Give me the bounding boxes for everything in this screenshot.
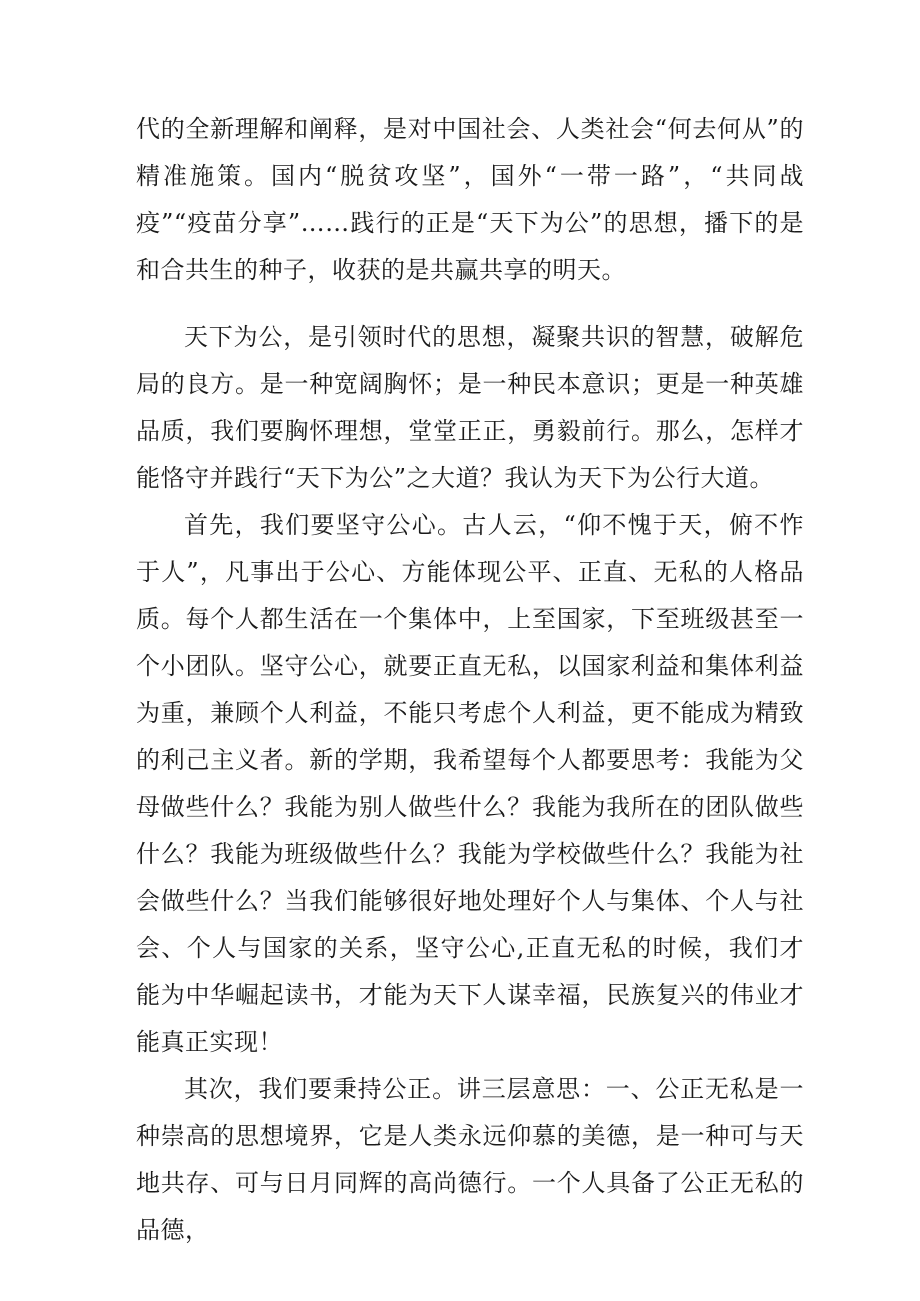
paragraph-tianxia-weigong: 天下为公，是引领时代的思想，凝聚共识的智慧，破解危局的良方。是一种宽阔胸怀；是一种民本意识；更是一种英雄品质，我们要胸怀理想，堂堂正正，勇毅前行。那么，怎样才能恪守并践行“天下为公”之大道？我认为天下为公行大道。 — [136, 323, 804, 492]
paragraph-continuation: 代的全新理解和阐释，是对中国社会、人类社会“何去何从”的精准施策。国内“脱贫攻坚”，国外“一带一路”，“共同战疫”“疫苗分享”……践行的正是“天下为公”的思想，播下的是和合共生的种子，收获的是共赢共享的明天。 — [136, 115, 804, 284]
paragraph-first-point: 首先，我们要坚守公心。古人云，“仰不愧于天，俯不怍于人”，凡事出于公心、方能体现公平、正直、无私的人格品质。每个人都生活在一个集体中，上至国家，下至班级甚至一个小团队。坚守公心，就要正直无私，以国家利益和集体利益为重，兼顾个人利益，不能只考虑个人利益，更不能成为精致的利己主义者。新的学期，我希望每个人都要思考：我能为父母做些什么？我能为别人做些什么？我能为我所在的团队做些什么？我能为班级做些什么？我能为学校做些什么？我能为社会做些什么？当我们能够很好地处理好个人与集体、个人与社会、个人与国家的关系，坚守公心,正直无私的时候，我们才能为中华崛起读书，才能为天下人谋幸福，民族复兴的伟业才能真正实现！ — [136, 511, 804, 1056]
paragraph-second-point: 其次，我们要秉持公正。讲三层意思：一、公正无私是一种崇高的思想境界，它是人类永远仰慕的美德，是一种可与天地共存、可与日月同辉的高尚德行。一个人具备了公正无私的品德， — [136, 1075, 804, 1244]
document-body — [136, 106, 804, 1254]
